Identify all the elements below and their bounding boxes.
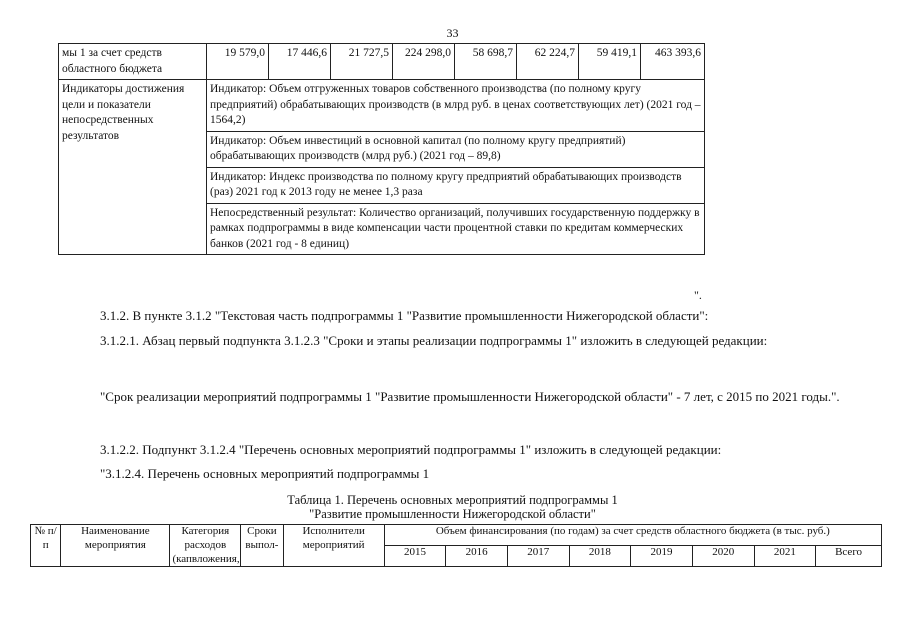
year-header: 2018 — [569, 546, 631, 567]
indicator-text: Индикатор: Объем инвестиций в основной капитал (по полному кругу предприятий) обрабатывающих производств (млрд руб.) (2021 год – 89,8) — [207, 131, 705, 167]
paragraph-3-1-2-2: 3.1.2.2. Подпункт 3.1.2.4 "Перечень основных мероприятий подпрограммы 1" изложить в следующей редакции: — [100, 442, 722, 457]
funding-indicators-table — [58, 43, 705, 255]
indicators-label: Индикаторы достижения цели и показатели непосредственных результатов — [59, 80, 207, 255]
funding-value: 62 224,7 — [517, 44, 579, 80]
measures-table — [30, 524, 882, 567]
direct-result-text: Непосредственный результат: Количество организаций, получивших государственную поддержку в рамках подпрограммы в виде компенсации части процентной ставки по кредитам коммерческих банков (2021 год - 8 единиц) — [207, 203, 705, 255]
col-header-name: Наименование мероприятия — [61, 525, 170, 567]
paragraph-3-1-2: 3.1.2. В пункте 3.1.2 "Текстовая часть подпрограммы 1 "Развитие промышленности Нижегородской области": — [100, 308, 709, 323]
indicator-row — [59, 80, 705, 132]
col-header-number: № п/п — [31, 525, 61, 567]
indicator-text: Индикатор: Индекс производства по полному кругу предприятий обрабатывающих производств (раз) 2021 год к 2013 году не менее 1,3 раза — [207, 167, 705, 203]
year-header: 2015 — [384, 546, 446, 567]
funding-value: 17 446,6 — [269, 44, 331, 80]
funding-value: 58 698,7 — [455, 44, 517, 80]
year-header: 2016 — [446, 546, 508, 567]
header-row — [31, 525, 882, 546]
col-header-category: Категория расходов (капвложения, — [170, 525, 241, 567]
funding-value: 224 298,0 — [393, 44, 455, 80]
year-header: 2019 — [631, 546, 693, 567]
page-number: 33 — [446, 26, 459, 40]
funding-value: 21 727,5 — [331, 44, 393, 80]
funding-total: 463 393,6 — [641, 44, 705, 80]
funding-row — [59, 44, 705, 80]
funding-value: 19 579,0 — [207, 44, 269, 80]
col-header-executors: Исполнители мероприятий — [283, 525, 384, 567]
paragraph-3-1-2-1: 3.1.2.1. Абзац первый подпункта 3.1.2.3 "Сроки и этапы реализации подпрограммы 1" изложить в следующей редакции: — [100, 333, 768, 348]
col-header-terms: Сроки выпол- — [241, 525, 283, 567]
total-header: Всего — [816, 546, 882, 567]
paragraph-3-1-2-4: "3.1.2.4. Перечень основных мероприятий подпрограммы 1 — [100, 466, 430, 481]
paragraph-term-quote: "Срок реализации мероприятий подпрограммы 1 "Развитие промышленности Нижегородской области" - 7 лет, с 2015 по 2021 годы.". — [100, 389, 840, 404]
year-header: 2021 — [754, 546, 816, 567]
funding-value: 59 419,1 — [579, 44, 641, 80]
table-caption-line2: "Развитие промышленности Нижегородской области" — [309, 507, 596, 521]
closing-quote: ". — [694, 288, 702, 302]
year-header: 2020 — [692, 546, 754, 567]
year-header: 2017 — [507, 546, 569, 567]
col-header-funding: Объем финансирования (по годам) за счет средств областного бюджета (в тыс. руб.) — [384, 525, 881, 546]
indicator-text: Индикатор: Объем отгруженных товаров собственного производства (по полному кругу предприятий) обрабатывающих производств (в млрд руб. в ценах соответствующих лет) (2021 год – 1564,2) — [207, 80, 705, 132]
table-caption-line1: Таблица 1. Перечень основных мероприятий подпрограммы 1 — [287, 493, 618, 507]
funding-row-label: мы 1 за счет средств областного бюджета — [59, 44, 207, 80]
